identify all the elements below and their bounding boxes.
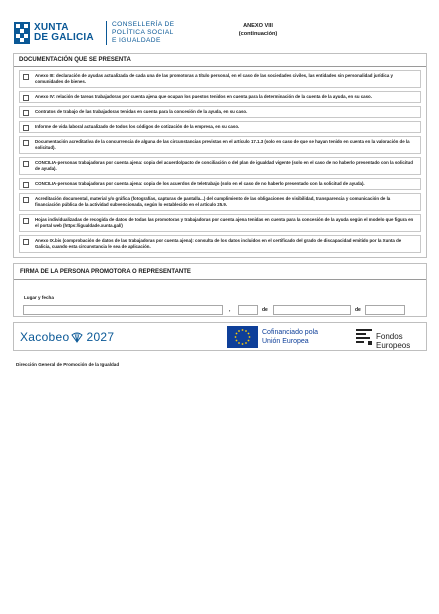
logo-line-2: DE GALICIA: [34, 32, 94, 43]
checkbox-icon[interactable]: [23, 140, 29, 146]
xunta-logo: [14, 20, 104, 46]
document-item-text: Anexo III: declaración de ayudas actualizada de cada una de las promotoras a título personal, en el caso de las sociedades civiles, las entidades sin personalidad jurídica y comunidades de bienes.: [35, 73, 393, 84]
annex-title: ANEXO VIII: [243, 23, 273, 29]
xunta-logo-icon: [14, 22, 30, 44]
annex-subtitle: (continuación): [238, 31, 278, 37]
checkbox-icon[interactable]: [23, 182, 29, 188]
fondos-europeos-text: Fondos Europeos: [376, 332, 411, 350]
documentation-section: [13, 53, 427, 258]
checkbox-icon[interactable]: [23, 239, 29, 245]
document-item: [19, 70, 421, 88]
eu-line-1: Cofinanciado pola: [262, 329, 319, 336]
documentation-list: [19, 70, 421, 256]
documentation-title: DOCUMENTACIÓN QUE SE PRESENTA: [19, 57, 131, 63]
checkbox-icon[interactable]: [23, 110, 29, 116]
xacobeo-year: 2027: [86, 330, 115, 344]
footnote: Dirección General de Promoción de la Igualdad: [16, 362, 120, 367]
checkbox-icon[interactable]: [23, 161, 29, 167]
signature-title: FIRMA DE LA PERSONA PROMOTORA O REPRESENTANTE: [20, 269, 191, 275]
xunta-logo-text: [34, 23, 94, 43]
funding-banner: [13, 322, 427, 351]
checkbox-icon[interactable]: [23, 95, 29, 101]
shell-icon: [71, 331, 83, 343]
checkbox-icon[interactable]: [23, 74, 29, 80]
document-item: [19, 214, 421, 232]
xacobeo-text: Xacobeo: [20, 330, 70, 344]
logo-line-1: XUNTA: [34, 22, 69, 33]
signature-section: [13, 263, 427, 317]
conselleria-line-1: CONSELLERÍA DE: [112, 21, 175, 28]
document-item-text: Anexo IV: relación de tareas trabajadoras por cuenta ajena que ocupan los puestos tenidos en cuenta para la determinación de la cuenta de la ayuda, en su caso.: [35, 94, 372, 99]
document-item: [19, 91, 421, 103]
fondos-europeos-icon: [355, 328, 373, 346]
day-input[interactable]: [238, 305, 258, 315]
section-divider: [14, 279, 426, 280]
document-item-text: Acreditación documental, material y/o gráfica (fotografías, capturas de pantalla...) del cumplimiento de las obligaciones de visibilidad, transparencia y comunicación de la financiación pública de la actividad subvencionada, según lo establecido en el artículo 25.9.: [35, 196, 391, 207]
conselleria-name: [112, 21, 174, 45]
document-item-text: CONCILIA-personas trabajadoras por cuenta ajena: copia del acuerdo/pacto de conciliación o del plan de igualdad vigente (solo en el caso de no haberlo presentado con la solicitud de ayuda).: [35, 160, 413, 171]
logo-divider: [106, 21, 107, 45]
de-separator-1: de: [262, 307, 268, 313]
document-item: [19, 193, 421, 211]
comma-separator: ,: [229, 307, 231, 313]
section-divider: [14, 66, 426, 67]
de-separator-2: de: [355, 307, 361, 313]
document-item: [19, 106, 421, 118]
checkbox-icon[interactable]: [23, 125, 29, 131]
eu-flag-icon: [227, 326, 258, 348]
checkbox-icon[interactable]: [23, 197, 29, 203]
document-item: [19, 157, 421, 175]
document-item: [19, 235, 421, 253]
place-input[interactable]: [23, 305, 223, 315]
checkbox-icon[interactable]: [23, 218, 29, 224]
document-item-text: Anexo IX.bis (comprobación de datos de las trabajadoras por cuenta ajena): consulta de los datos incluidos en el certificado del grado de discapacidad emitido por la Xunta de Galicia, cuando esta circunstancia le sea de aplicación.: [35, 238, 402, 249]
document-item: [19, 178, 421, 190]
year-input[interactable]: [365, 305, 405, 315]
conselleria-line-3: E IGUALDADE: [112, 37, 161, 44]
eu-line-2: Unión Europea: [262, 338, 309, 345]
conselleria-line-2: POLÍTICA SOCIAL: [112, 29, 174, 36]
document-item: [19, 136, 421, 154]
eu-cofinance-text: [262, 328, 318, 346]
document-item-text: Contratos de trabajo de las trabajadoras tenidas en cuenta para la concesión de la ayuda, en su caso.: [35, 109, 248, 114]
document-item-text: CONCILIA-personas trabajadoras por cuenta ajena: copia de los acuerdos de teletrabajo (solo en el caso de no haberlo presentado con la solicitud de ayuda).: [35, 181, 365, 186]
document-item-text: Hojas individualizadas de recogida de datos de todas las promotoras y trabajadoras por cuenta ajena tenidas en cuenta para la concesión de la ayuda según el modelo que figura en el portal web (https://igualdade.xunta.gal/): [35, 217, 414, 228]
annex-heading: [228, 22, 288, 38]
document-item: [19, 121, 421, 133]
xacobeo-logo: [20, 330, 114, 344]
document-item-text: Documentación acreditativa de la concurrencia de alguna de las circunstancias previstas en el artículo 17.1.3 (solo en caso de que se hayan tenido en cuenta en la valoración de la solicitud).: [35, 139, 410, 150]
month-input[interactable]: [273, 305, 351, 315]
page-header: [14, 20, 424, 48]
document-item-text: Informe de vida laboral actualizado de todos los códigos de cotización de la empresa, en su caso.: [35, 124, 240, 129]
place-date-label: Lugar y fecha: [24, 295, 54, 300]
